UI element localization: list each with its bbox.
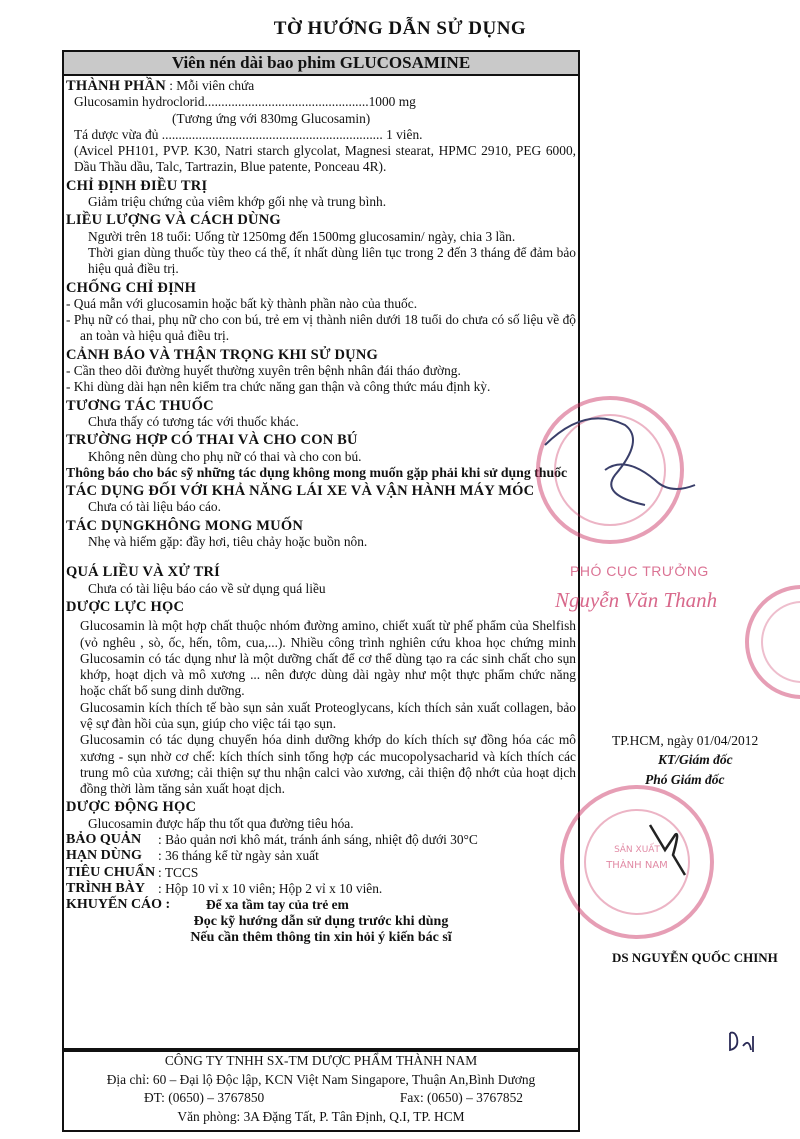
interactions-heading: TƯƠNG TÁC THUỐC — [66, 397, 214, 414]
advice-row — [66, 897, 576, 913]
handwritten-mark — [725, 1028, 770, 1058]
composition-line1: Glucosamin hydroclorid.................................................1000 mg — [74, 94, 416, 110]
advice-line2: Đọc kỹ hướng dẫn sử dụng trước khi dùng — [193, 913, 449, 929]
expiry-row — [66, 848, 576, 864]
pharmacodynamics-p2: Glucosamin kích thích tế bào sụn sản xuất Proteoglycans, kích thích sản xuất collagen, bảo vệ sự đàn hồi của sụn, giúp cho việc tái tạo sụn. — [80, 699, 576, 731]
contraindication-heading: CHỐNG CHỈ ĐỊNH — [66, 279, 197, 296]
svg-text:THÀNH NAM: THÀNH NAM — [606, 860, 668, 871]
company-contact-row — [64, 1089, 578, 1108]
driving-text: Chưa có tài liệu báo cáo. — [88, 499, 221, 515]
overdose-heading: QUÁ LIỀU VÀ XỬ TRÍ — [66, 564, 220, 581]
approval-date: TP.HCM, ngày 01/04/2012 — [612, 733, 759, 748]
pregnancy-text: Không nên dùng cho phụ nữ có thai và cho con bú. — [88, 448, 362, 464]
official-title: PHÓ CỤC TRƯỞNG — [570, 563, 709, 579]
dosage-heading: LIỀU LƯỢNG VÀ CÁCH DÙNG — [66, 212, 281, 229]
approval-role1: KT/Giám đốc — [658, 752, 733, 767]
product-header: Viên nén dài bao phim GLUCOSAMINE — [62, 50, 580, 76]
interactions-text: Chưa thấy có tương tác với thuốc khác. — [88, 413, 299, 429]
contraindication-item2: - Phụ nữ có thai, phụ nữ cho con bú, trẻ em vị thành niên dưới 18 tuổi do chưa có số liệu về độ an toàn và hiệu quả điều trị. — [66, 312, 576, 344]
document-title: TỜ HƯỚNG DẪN SỬ DỤNG — [273, 18, 527, 39]
leaflet-body — [66, 78, 576, 946]
warnings-item1: - Cần theo dõi đường huyết thường xuyên trên bệnh nhân đái tháo đường. — [66, 363, 461, 379]
official-stamp-seal — [505, 385, 705, 565]
storage-value: : Bảo quản nơi khô mát, tránh ánh sáng, nhiệt độ dưới 30°C — [158, 832, 478, 848]
indication-heading: CHỈ ĐỊNH ĐIỀU TRỊ — [66, 177, 208, 194]
notice-text: Thông báo cho bác sỹ những tác dụng không mong muốn gặp phải khi sử dụng thuốc — [66, 464, 568, 480]
composition-heading-line — [66, 78, 576, 94]
official-name: Nguyễn Văn Thanh — [555, 588, 718, 612]
pharmacokinetics-heading: DƯỢC ĐỘNG HỌC — [66, 799, 197, 816]
overdose-text: Chưa có tài liệu báo cáo về sử dụng quá liều — [88, 580, 326, 596]
side-effects-heading: TÁC DỤNGKHÔNG MONG MUỐN — [66, 517, 303, 534]
company-office: Văn phòng: 3A Đặng Tất, P. Tân Định, Q.I, TP. HCM — [177, 1108, 465, 1124]
approval-role2: Phó Giám đốc — [645, 772, 725, 787]
advice-line3: Nếu cần thêm thông tin xin hỏi ý kiến bác sĩ — [190, 929, 452, 945]
expiry-label: HẠN DÙNG — [66, 848, 142, 864]
pregnancy-heading: TRƯỜNG HỢP CÓ THAI VÀ CHO CON BÚ — [66, 432, 358, 449]
composition-heading: THÀNH PHẦN — [66, 78, 166, 94]
advice-label: KHUYẾN CÁO : — [66, 897, 171, 913]
company-address: Địa chỉ: 60 – Đại lộ Độc lập, KCN Việt Nam Singapore, Thuận An,Bình Dương — [106, 1071, 536, 1087]
pharmacodynamics-heading: DƯỢC LỰC HỌC — [66, 598, 185, 615]
composition-line2: (Tương ứng với 830mg Glucosamin) — [172, 110, 371, 126]
pharmacokinetics-text: Glucosamin được hấp thu tốt qua đường tiêu hóa. — [88, 815, 354, 831]
company-footer — [62, 1050, 580, 1132]
side-effects-text: Nhẹ và hiếm gặp: đầy hơi, tiêu chảy hoặc buồn nôn. — [88, 534, 368, 550]
dosage-text1: Người trên 18 tuổi: Uống từ 1250mg đến 1500mg glucosamin/ ngày, chia 3 lần. — [88, 228, 516, 244]
storage-label: BẢO QUẢN — [66, 832, 142, 848]
composition-intro: : Mỗi viên chứa — [169, 78, 255, 93]
standard-value: : TCCS — [158, 864, 199, 880]
composition-line3: Tá dược vừa đủ .................................................................. 1 viên. — [74, 126, 423, 142]
company-name: CÔNG TY TNHH SX-TM DƯỢC PHẨM THÀNH NAM — [164, 1053, 478, 1068]
company-fax: Fax: (0650) – 3767852 — [399, 1090, 523, 1105]
composition-line4: (Avicel PH101, PVP. K30, Natri starch glycolat, Magnesi stearat, HPMC 2910, PEG 6000, Dầu Thầu dầu, Talc, Tartrazin, Blue patente, Ponceau 4R). — [74, 143, 576, 175]
pharmacodynamics-p3: Glucosamin có tác dụng chuyển hóa dinh dưỡng khớp do kích thích sự đồng hóa các mô xương - sụn nhờ cơ chế: kích thích sinh tổng hợp các mucopolysacharid và kích thích các trung mô của xương; cải thiện sự thu nhận calci vào xương, cải thiện độ nhớt của hoạt dịch đồng thời làm tăng sản xuất hoạt dịch. — [80, 732, 576, 797]
storage-row — [66, 832, 576, 848]
packaging-row — [66, 881, 576, 897]
driving-heading: TÁC DỤNG ĐỐI VỚI KHẢ NĂNG LÁI XE VÀ VẬN HÀNH MÁY MÓC — [66, 483, 535, 500]
packaging-label: TRÌNH BÀY — [66, 880, 145, 896]
dosage-text2: Thời gian dùng thuốc tùy theo cá thể, ít nhất dùng liên tục trong 2 đến 3 tháng để đảm bảo hiệu quả điều trị. — [88, 244, 576, 277]
expiry-value: : 36 tháng kể từ ngày sản xuất — [158, 848, 319, 864]
contraindication-item1: - Quá mẫn với glucosamin hoặc bất kỳ thành phần nào của thuốc. — [66, 295, 418, 311]
warnings-heading: CẢNH BÁO VÀ THẬN TRỌNG KHI SỬ DỤNG — [66, 346, 379, 363]
packaging-value: : Hộp 10 vỉ x 10 viên; Hộp 2 vỉ x 10 viên. — [158, 880, 383, 896]
standard-label: TIÊU CHUẨN — [66, 864, 156, 880]
approval-signer: DS NGUYỄN QUỐC CHINH — [612, 950, 778, 965]
company-phone: ĐT: (0650) – 3767850 — [144, 1090, 265, 1105]
warnings-item2: - Khi dùng dài hạn nên kiểm tra chức năng gan thận và công thức máu định kỳ. — [66, 379, 491, 395]
advice-line1: Để xa tầm tay của trẻ em — [206, 897, 349, 913]
indication-text: Giảm triệu chứng của viêm khớp gối nhẹ và trung bình. — [88, 194, 387, 210]
svg-text:SẢN XUẤT: SẢN XUẤT — [614, 845, 660, 855]
partial-stamp-seal — [740, 580, 800, 720]
standard-row — [66, 865, 576, 881]
pharmacodynamics-p1: Glucosamin là một hợp chất thuộc nhóm đường amino, chiết xuất từ phế phẩm của Shelfish (vỏ nghêu , sò, ốc, hến, tôm, cua,...). Nhiều công trình nghiên cứu khoa học chứng minh Glucosamin có tác dụng như là một dưỡng chất để cơ thể dùng tạo ra các sinh chất cho sụn khớp, hoạt dịch và mô xương ... nên được dùng dài ngày như một thực phẩm chức năng hoặc chất bổ sung dinh dưỡng. — [80, 618, 576, 699]
company-stamp-seal — [555, 780, 720, 945]
